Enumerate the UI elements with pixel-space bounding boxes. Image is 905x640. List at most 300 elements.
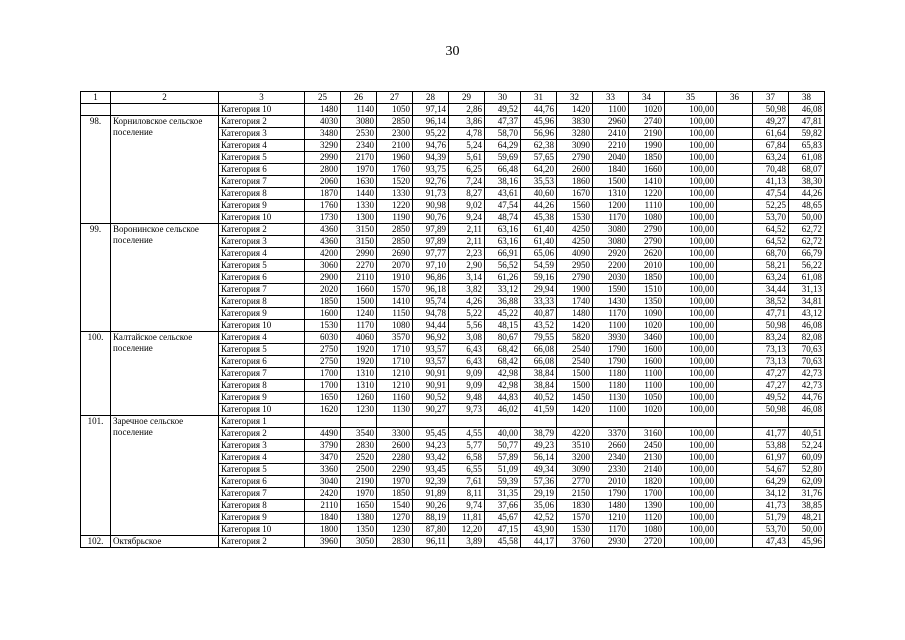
value-cell: 53,88: [753, 440, 789, 452]
value-cell: 2270: [341, 260, 377, 272]
value-cell: 1220: [377, 200, 413, 212]
value-cell: 2170: [341, 152, 377, 164]
value-cell: 1150: [377, 308, 413, 320]
value-cell: 1920: [341, 344, 377, 356]
value-cell: 2190: [629, 128, 665, 140]
value-cell: 1380: [341, 512, 377, 524]
value-cell: 97,89: [413, 236, 449, 248]
value-cell: 1910: [377, 272, 413, 284]
value-cell: 100,00: [665, 368, 717, 380]
value-cell: 34,81: [789, 296, 825, 308]
value-cell: [413, 416, 449, 428]
value-cell: 1790: [593, 488, 629, 500]
value-cell: 46,08: [789, 320, 825, 332]
value-cell: 7,61: [449, 476, 485, 488]
value-cell: 2340: [593, 452, 629, 464]
value-cell: 92,39: [413, 476, 449, 488]
value-cell: 62,38: [521, 140, 557, 152]
value-cell: 56,96: [521, 128, 557, 140]
category-cell: Категория 10: [219, 104, 305, 116]
value-cell: 8,11: [449, 488, 485, 500]
value-cell: 100,00: [665, 344, 717, 356]
value-cell: 9,09: [449, 368, 485, 380]
value-cell: 47,54: [485, 200, 521, 212]
value-cell: 59,39: [485, 476, 521, 488]
value-cell: [717, 116, 753, 128]
value-cell: 5,24: [449, 140, 485, 152]
value-cell: 3080: [593, 224, 629, 236]
value-cell: 64,29: [753, 476, 789, 488]
category-cell: Категория 8: [219, 188, 305, 200]
value-cell: 49,52: [485, 104, 521, 116]
value-cell: 1990: [629, 140, 665, 152]
value-cell: 100,00: [665, 200, 717, 212]
value-cell: 100,00: [665, 176, 717, 188]
value-cell: 100,00: [665, 392, 717, 404]
value-cell: 1240: [341, 308, 377, 320]
value-cell: 1270: [377, 512, 413, 524]
value-cell: 61,64: [753, 128, 789, 140]
value-cell: 2900: [305, 272, 341, 284]
value-cell: 63,24: [753, 272, 789, 284]
value-cell: 3370: [593, 428, 629, 440]
section-number: 100.: [81, 332, 111, 416]
value-cell: 59,82: [789, 128, 825, 140]
value-cell: 66,08: [521, 344, 557, 356]
category-cell: Категория 3: [219, 236, 305, 248]
value-cell: 62,72: [789, 236, 825, 248]
column-header: 1: [81, 92, 111, 104]
value-cell: [717, 368, 753, 380]
value-cell: 45,96: [789, 536, 825, 548]
value-cell: 1630: [341, 176, 377, 188]
value-cell: 45,58: [485, 536, 521, 548]
value-cell: 90,98: [413, 200, 449, 212]
value-cell: 1120: [629, 512, 665, 524]
value-cell: 1480: [305, 104, 341, 116]
value-cell: 1900: [557, 284, 593, 296]
value-cell: 1420: [557, 404, 593, 416]
value-cell: 1960: [377, 152, 413, 164]
value-cell: 100,00: [665, 356, 717, 368]
value-cell: [717, 452, 753, 464]
value-cell: [717, 332, 753, 344]
value-cell: 96,86: [413, 272, 449, 284]
value-cell: 2790: [557, 272, 593, 284]
value-cell: 1480: [593, 500, 629, 512]
value-cell: 80,67: [485, 332, 521, 344]
value-cell: 94,23: [413, 440, 449, 452]
value-cell: 1790: [593, 344, 629, 356]
value-cell: 94,76: [413, 140, 449, 152]
column-header: 38: [789, 92, 825, 104]
value-cell: 38,84: [521, 380, 557, 392]
value-cell: 2210: [593, 140, 629, 152]
value-cell: 2420: [305, 488, 341, 500]
value-cell: 63,16: [485, 224, 521, 236]
value-cell: 2990: [341, 248, 377, 260]
value-cell: [593, 416, 629, 428]
value-cell: 1510: [629, 284, 665, 296]
value-cell: 38,79: [521, 428, 557, 440]
value-cell: 1710: [377, 344, 413, 356]
column-header: 37: [753, 92, 789, 104]
table-row: [81, 224, 825, 236]
value-cell: 44,26: [521, 200, 557, 212]
value-cell: 1100: [593, 104, 629, 116]
value-cell: 64,52: [753, 224, 789, 236]
value-cell: 1310: [593, 188, 629, 200]
value-cell: 31,13: [789, 284, 825, 296]
category-cell: Категория 10: [219, 524, 305, 536]
value-cell: 1330: [341, 200, 377, 212]
category-cell: Категория 2: [219, 116, 305, 128]
value-cell: 100,00: [665, 188, 717, 200]
value-cell: 46,08: [789, 104, 825, 116]
value-cell: 9,74: [449, 500, 485, 512]
value-cell: 1620: [305, 404, 341, 416]
value-cell: 1970: [377, 476, 413, 488]
value-cell: 43,61: [485, 188, 521, 200]
column-header: 34: [629, 92, 665, 104]
value-cell: 100,00: [665, 488, 717, 500]
value-cell: 2660: [593, 440, 629, 452]
value-cell: [449, 416, 485, 428]
value-cell: [717, 236, 753, 248]
value-cell: [717, 488, 753, 500]
value-cell: 49,52: [753, 392, 789, 404]
value-cell: 4,55: [449, 428, 485, 440]
value-cell: 95,74: [413, 296, 449, 308]
category-cell: Категория 6: [219, 164, 305, 176]
value-cell: 3360: [305, 464, 341, 476]
value-cell: 2030: [593, 272, 629, 284]
column-header: 36: [717, 92, 753, 104]
value-cell: 6030: [305, 332, 341, 344]
value-cell: 2100: [377, 140, 413, 152]
value-cell: 49,27: [753, 116, 789, 128]
category-cell: Категория 9: [219, 512, 305, 524]
value-cell: 38,30: [789, 176, 825, 188]
value-cell: 3060: [305, 260, 341, 272]
value-cell: 1600: [305, 308, 341, 320]
value-cell: 2280: [377, 452, 413, 464]
value-cell: 1170: [593, 308, 629, 320]
value-cell: 45,67: [485, 512, 521, 524]
value-cell: 1260: [341, 392, 377, 404]
value-cell: 2,86: [449, 104, 485, 116]
value-cell: 2140: [629, 464, 665, 476]
value-cell: 1130: [593, 392, 629, 404]
value-cell: [717, 356, 753, 368]
value-cell: 6,58: [449, 452, 485, 464]
value-cell: 94,78: [413, 308, 449, 320]
category-cell: Категория 9: [219, 200, 305, 212]
value-cell: 59,16: [521, 272, 557, 284]
value-cell: 3,82: [449, 284, 485, 296]
value-cell: 9,24: [449, 212, 485, 224]
value-cell: [717, 512, 753, 524]
value-cell: 1180: [593, 368, 629, 380]
value-cell: 65,83: [789, 140, 825, 152]
value-cell: 4250: [557, 236, 593, 248]
value-cell: 63,16: [485, 236, 521, 248]
value-cell: 1700: [629, 488, 665, 500]
value-cell: 1140: [341, 104, 377, 116]
value-cell: 40,00: [485, 428, 521, 440]
value-cell: 1540: [377, 500, 413, 512]
value-cell: 48,21: [789, 512, 825, 524]
value-cell: 2530: [341, 128, 377, 140]
value-cell: 83,24: [753, 332, 789, 344]
value-cell: 96,92: [413, 332, 449, 344]
value-cell: 2540: [557, 356, 593, 368]
value-cell: 58,21: [753, 260, 789, 272]
value-cell: 29,19: [521, 488, 557, 500]
value-cell: 1480: [557, 308, 593, 320]
value-cell: 1600: [629, 344, 665, 356]
value-cell: 42,98: [485, 380, 521, 392]
value-cell: 6,25: [449, 164, 485, 176]
value-cell: 2990: [305, 152, 341, 164]
section-number: 102.: [81, 536, 111, 548]
value-cell: 1080: [629, 524, 665, 536]
value-cell: 8,27: [449, 188, 485, 200]
value-cell: [717, 296, 753, 308]
value-cell: 2770: [557, 476, 593, 488]
value-cell: 61,08: [789, 152, 825, 164]
value-cell: 1970: [341, 488, 377, 500]
value-cell: [717, 308, 753, 320]
value-cell: 3040: [305, 476, 341, 488]
category-cell: Категория 6: [219, 356, 305, 368]
value-cell: 9,02: [449, 200, 485, 212]
value-cell: 2750: [305, 344, 341, 356]
value-cell: 1210: [377, 368, 413, 380]
value-cell: 100,00: [665, 212, 717, 224]
value-cell: 95,22: [413, 128, 449, 140]
value-cell: 1590: [593, 284, 629, 296]
value-cell: [753, 416, 789, 428]
value-cell: 2790: [629, 236, 665, 248]
value-cell: 100,00: [665, 104, 717, 116]
value-cell: 41,13: [753, 176, 789, 188]
value-cell: 1050: [629, 392, 665, 404]
value-cell: 97,77: [413, 248, 449, 260]
value-cell: 53,70: [753, 212, 789, 224]
value-cell: [717, 140, 753, 152]
value-cell: 100,00: [665, 464, 717, 476]
value-cell: [341, 416, 377, 428]
value-cell: 1110: [629, 200, 665, 212]
value-cell: 100,00: [665, 332, 717, 344]
value-cell: 96,14: [413, 116, 449, 128]
value-cell: 12,20: [449, 524, 485, 536]
value-cell: 2410: [593, 128, 629, 140]
value-cell: 93,75: [413, 164, 449, 176]
value-cell: 62,09: [789, 476, 825, 488]
value-cell: 1530: [557, 212, 593, 224]
value-cell: 1180: [593, 380, 629, 392]
value-cell: [717, 500, 753, 512]
value-cell: 1650: [341, 500, 377, 512]
value-cell: 1230: [341, 404, 377, 416]
value-cell: 1080: [377, 320, 413, 332]
value-cell: 3960: [305, 536, 341, 548]
value-cell: 3760: [557, 536, 593, 548]
value-cell: 4360: [305, 236, 341, 248]
value-cell: [717, 200, 753, 212]
value-cell: 57,65: [521, 152, 557, 164]
category-cell: Категория 5: [219, 344, 305, 356]
value-cell: 51,09: [485, 464, 521, 476]
value-cell: 38,52: [753, 296, 789, 308]
value-cell: [717, 476, 753, 488]
value-cell: 1210: [593, 512, 629, 524]
value-cell: 88,19: [413, 512, 449, 524]
value-cell: 3,08: [449, 332, 485, 344]
value-cell: 68,07: [789, 164, 825, 176]
header-row: [81, 92, 825, 104]
value-cell: 31,35: [485, 488, 521, 500]
value-cell: 64,52: [753, 236, 789, 248]
value-cell: 2010: [629, 260, 665, 272]
value-cell: 41,77: [753, 428, 789, 440]
value-cell: 44,26: [789, 188, 825, 200]
value-cell: 48,15: [485, 320, 521, 332]
value-cell: 60,09: [789, 452, 825, 464]
column-header: 25: [305, 92, 341, 104]
value-cell: 100,00: [665, 320, 717, 332]
value-cell: 52,80: [789, 464, 825, 476]
value-cell: 1670: [557, 188, 593, 200]
value-cell: 1170: [593, 212, 629, 224]
value-cell: 1310: [341, 368, 377, 380]
value-cell: 100,00: [665, 500, 717, 512]
value-cell: 1300: [341, 212, 377, 224]
value-cell: 5,61: [449, 152, 485, 164]
table-row: [81, 104, 825, 116]
column-header: 32: [557, 92, 593, 104]
value-cell: 38,85: [789, 500, 825, 512]
value-cell: 100,00: [665, 272, 717, 284]
value-cell: 56,14: [521, 452, 557, 464]
value-cell: 4360: [305, 224, 341, 236]
value-cell: [717, 380, 753, 392]
value-cell: 2850: [377, 224, 413, 236]
category-cell: Категория 9: [219, 392, 305, 404]
value-cell: 1100: [629, 380, 665, 392]
value-cell: [717, 212, 753, 224]
value-cell: 50,77: [485, 440, 521, 452]
value-cell: 6,43: [449, 344, 485, 356]
value-cell: 43,12: [789, 308, 825, 320]
value-cell: 1860: [557, 176, 593, 188]
section-number: 101.: [81, 416, 111, 536]
value-cell: 100,00: [665, 296, 717, 308]
value-cell: 70,48: [753, 164, 789, 176]
value-cell: 1710: [377, 356, 413, 368]
value-cell: 100,00: [665, 428, 717, 440]
value-cell: 46,08: [789, 404, 825, 416]
value-cell: 82,08: [789, 332, 825, 344]
value-cell: 3,14: [449, 272, 485, 284]
value-cell: 43,52: [521, 320, 557, 332]
value-cell: 2520: [341, 452, 377, 464]
value-cell: 100,00: [665, 248, 717, 260]
value-cell: 94,44: [413, 320, 449, 332]
value-cell: 70,63: [789, 344, 825, 356]
value-cell: [717, 272, 753, 284]
section-number: [81, 104, 111, 116]
value-cell: 45,22: [485, 308, 521, 320]
value-cell: 45,38: [521, 212, 557, 224]
value-cell: 3300: [377, 428, 413, 440]
value-cell: 1760: [305, 200, 341, 212]
value-cell: 50,98: [753, 404, 789, 416]
value-cell: 6,43: [449, 356, 485, 368]
value-cell: 100,00: [665, 236, 717, 248]
category-cell: Категория 10: [219, 320, 305, 332]
table-body: [81, 92, 825, 548]
value-cell: 1230: [377, 524, 413, 536]
value-cell: 1200: [593, 200, 629, 212]
category-cell: Категория 4: [219, 248, 305, 260]
value-cell: 1500: [557, 380, 593, 392]
table-row: [81, 116, 825, 128]
value-cell: 2,11: [449, 224, 485, 236]
value-cell: 2600: [377, 440, 413, 452]
value-cell: 1760: [377, 164, 413, 176]
value-cell: 93,45: [413, 464, 449, 476]
value-cell: 2020: [305, 284, 341, 296]
value-cell: 53,70: [753, 524, 789, 536]
value-cell: 1330: [377, 188, 413, 200]
value-cell: 1740: [557, 296, 593, 308]
category-cell: Категория 9: [219, 308, 305, 320]
value-cell: 7,24: [449, 176, 485, 188]
column-header: 27: [377, 92, 413, 104]
value-cell: 2130: [629, 452, 665, 464]
value-cell: 4200: [305, 248, 341, 260]
value-cell: 93,42: [413, 452, 449, 464]
value-cell: [717, 404, 753, 416]
value-cell: 67,84: [753, 140, 789, 152]
value-cell: 100,00: [665, 524, 717, 536]
value-cell: 2930: [593, 536, 629, 548]
value-cell: 3470: [305, 452, 341, 464]
value-cell: 3150: [341, 224, 377, 236]
value-cell: 56,52: [485, 260, 521, 272]
value-cell: 1850: [629, 272, 665, 284]
value-cell: 3930: [593, 332, 629, 344]
value-cell: 100,00: [665, 452, 717, 464]
value-cell: 3,89: [449, 536, 485, 548]
value-cell: 61,26: [485, 272, 521, 284]
value-cell: 2740: [629, 116, 665, 128]
category-cell: Категория 2: [219, 224, 305, 236]
value-cell: 92,76: [413, 176, 449, 188]
value-cell: 5,77: [449, 440, 485, 452]
value-cell: 5,56: [449, 320, 485, 332]
value-cell: 66,79: [789, 248, 825, 260]
value-cell: 2330: [593, 464, 629, 476]
value-cell: 1100: [593, 404, 629, 416]
value-cell: 1390: [629, 500, 665, 512]
value-cell: 100,00: [665, 512, 717, 524]
value-cell: 51,79: [753, 512, 789, 524]
value-cell: 57,89: [485, 452, 521, 464]
